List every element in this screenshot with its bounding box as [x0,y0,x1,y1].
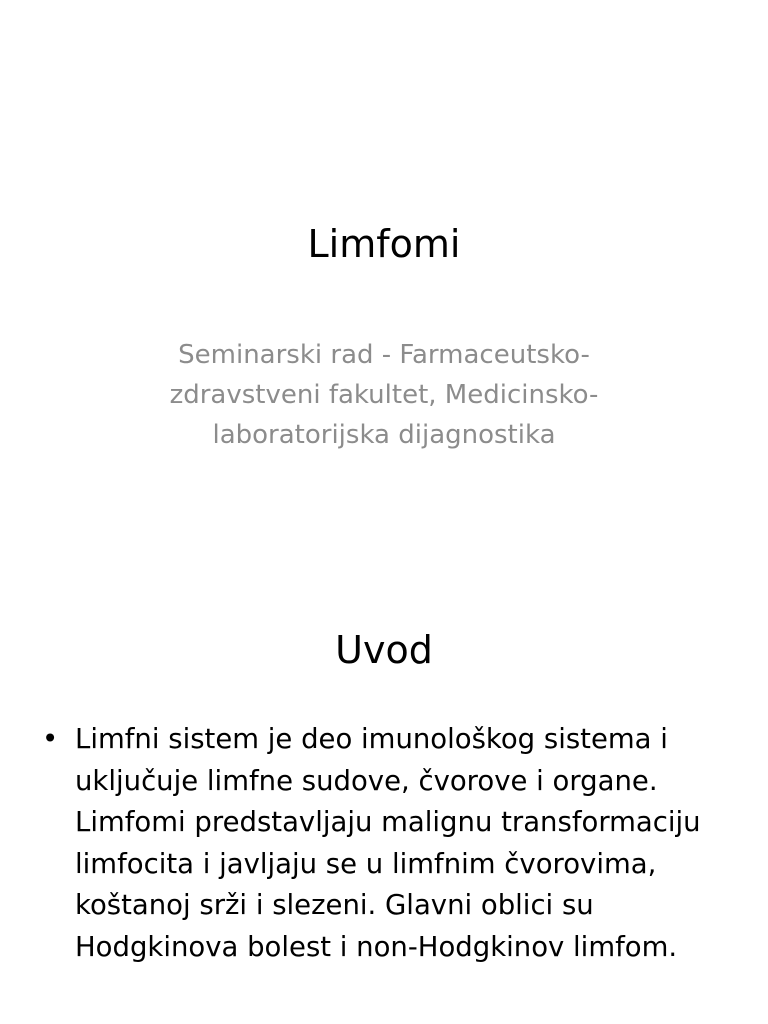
bullet-icon: • [42,723,59,755]
intro-slide [0,512,768,1024]
bullet-item [42,719,732,968]
slide-title: Limfomi [307,222,461,266]
bullet-list [42,719,732,968]
slide-title: Uvod [335,628,433,672]
slide-subtitle: Seminarski rad - Farmaceutsko-zdravstveni fakultet, Medicinsko-laboratorijska dijagnostika [169,340,599,450]
bullet-text: Limfni sistem je deo imunološkog sistema i uključuje limfne sudove, čvorove i organe. Limfomi predstavljaju malignu transformaciju limfocita i javljaju se u limfnim čvorovima, koštanoj srži i slezeni. Glavni oblici su Hodgkinova bolest i non-Hodgkinov limfom. [75,723,701,963]
